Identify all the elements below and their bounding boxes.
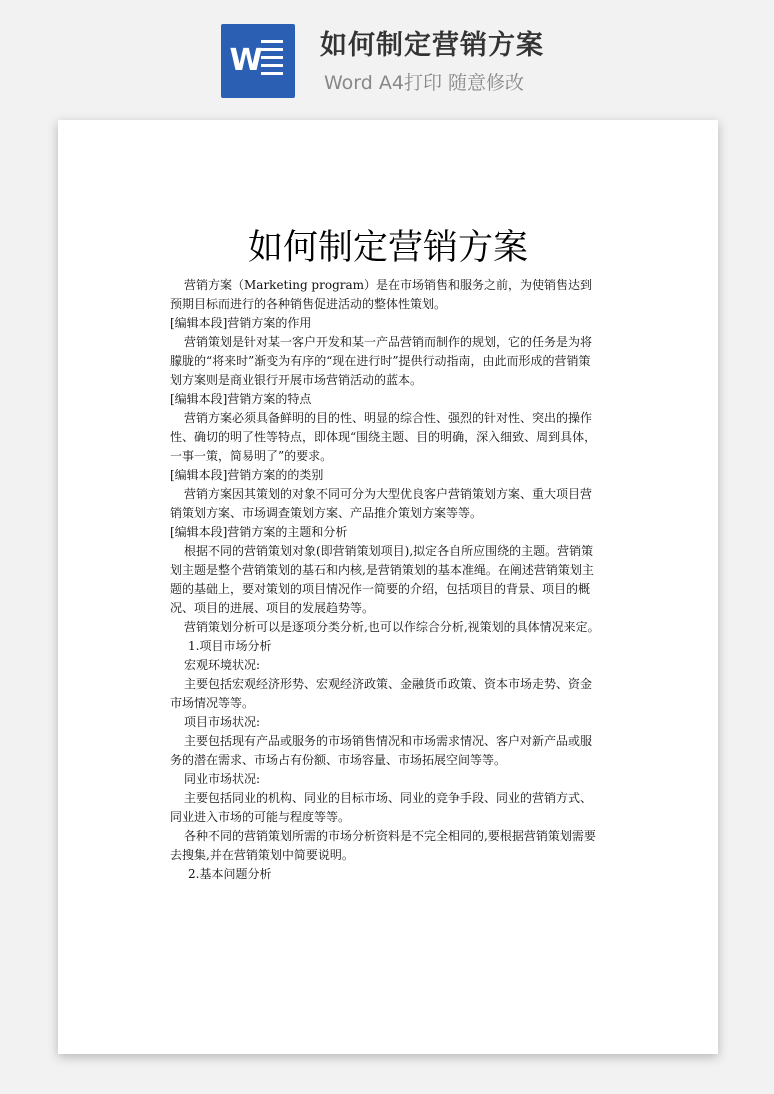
paragraph: 各种不同的营销策划所需的市场分析资料是不完全相同的,要根据营销策划需要去搜集,并在营销策划中简要说明。 — [170, 829, 596, 862]
word-document-icon — [221, 24, 295, 98]
paragraph: 主要包括同业的机构、同业的目标市场、同业的竞争手段、同业的营销方式、同业进入市场的可能与程度等等。 — [170, 791, 593, 824]
document-body — [170, 276, 602, 884]
section-heading: [编辑本段]营销方案的作用 — [170, 316, 312, 330]
paragraph: 营销策划分析可以是逐项分类分析,也可以作综合分析,视策划的具体情况来定。 — [184, 620, 600, 634]
paragraph-label: 宏观环境状况: — [184, 658, 261, 672]
word-logo-letter: W — [229, 43, 263, 78]
section-heading: [编辑本段]营销方案的的类别 — [170, 468, 324, 482]
section-heading: [编辑本段]营销方案的主题和分析 — [170, 525, 348, 539]
paragraph-label: 同业市场状况: — [184, 772, 261, 786]
subsection-heading: 1.项目市场分析 — [188, 639, 272, 653]
text-lines-icon — [261, 40, 283, 82]
header-title: 如何制定营销方案 — [320, 30, 544, 61]
paragraph: 营销方案因其策划的对象不同可分为大型优良客户营销策划方案、重大项目营销策划方案、市场调查策划方案、产品推介策划方案等等。 — [170, 487, 593, 520]
paragraph: 营销方案必须具备鲜明的目的性、明显的综合性、强烈的针对性、突出的操作性、确切的明了性等特点，即体现“围绕主题、目的明确，深入细致、周到具体，一事一策，简易明了”的要求。 — [170, 411, 597, 463]
subsection-heading: 2.基本问题分析 — [188, 867, 272, 881]
document-title: 如何制定营销方案 — [247, 228, 528, 268]
paragraph-label: 项目市场状况: — [184, 715, 261, 729]
section-heading: [编辑本段]营销方案的特点 — [170, 392, 312, 406]
page-header — [0, 0, 774, 110]
document-page — [58, 120, 718, 1054]
paragraph: 营销方案（Marketing program）是在市场销售和服务之前，为使销售达到预期目标而进行的各种销售促进活动的整体性策划。 — [170, 278, 593, 311]
paragraph: 根据不同的营销策划对象(即营销策划项目),拟定各自所应围绕的主题。营销策划主题是整个营销策划的基石和内核,是营销策划的基本准绳。在阐述营销策划主题的基础上，要对策划的项目情况作一简要的介绍，包括项目的背景、项目的概况、项目的进展、项目的发展趋势等。 — [170, 544, 594, 615]
paragraph: 营销策划是针对某一客户开发和某一产品营销而制作的规划，它的任务是为将朦胧的“将来时”渐变为有序的“现在进行时”提供行动指南，由此而形成的营销策划方案则是商业银行开展市场营销活动的蓝本。 — [170, 335, 593, 387]
paragraph: 主要包括宏观经济形势、宏观经济政策、金融货币政策、资本市场走势、资金市场情况等等。 — [170, 677, 593, 710]
header-subtitle: Word A4打印 随意修改 — [324, 72, 525, 94]
paragraph: 主要包括现有产品或服务的市场销售情况和市场需求情况、客户对新产品或服务的潜在需求、市场占有份额、市场容量、市场拓展空间等等。 — [170, 734, 593, 767]
